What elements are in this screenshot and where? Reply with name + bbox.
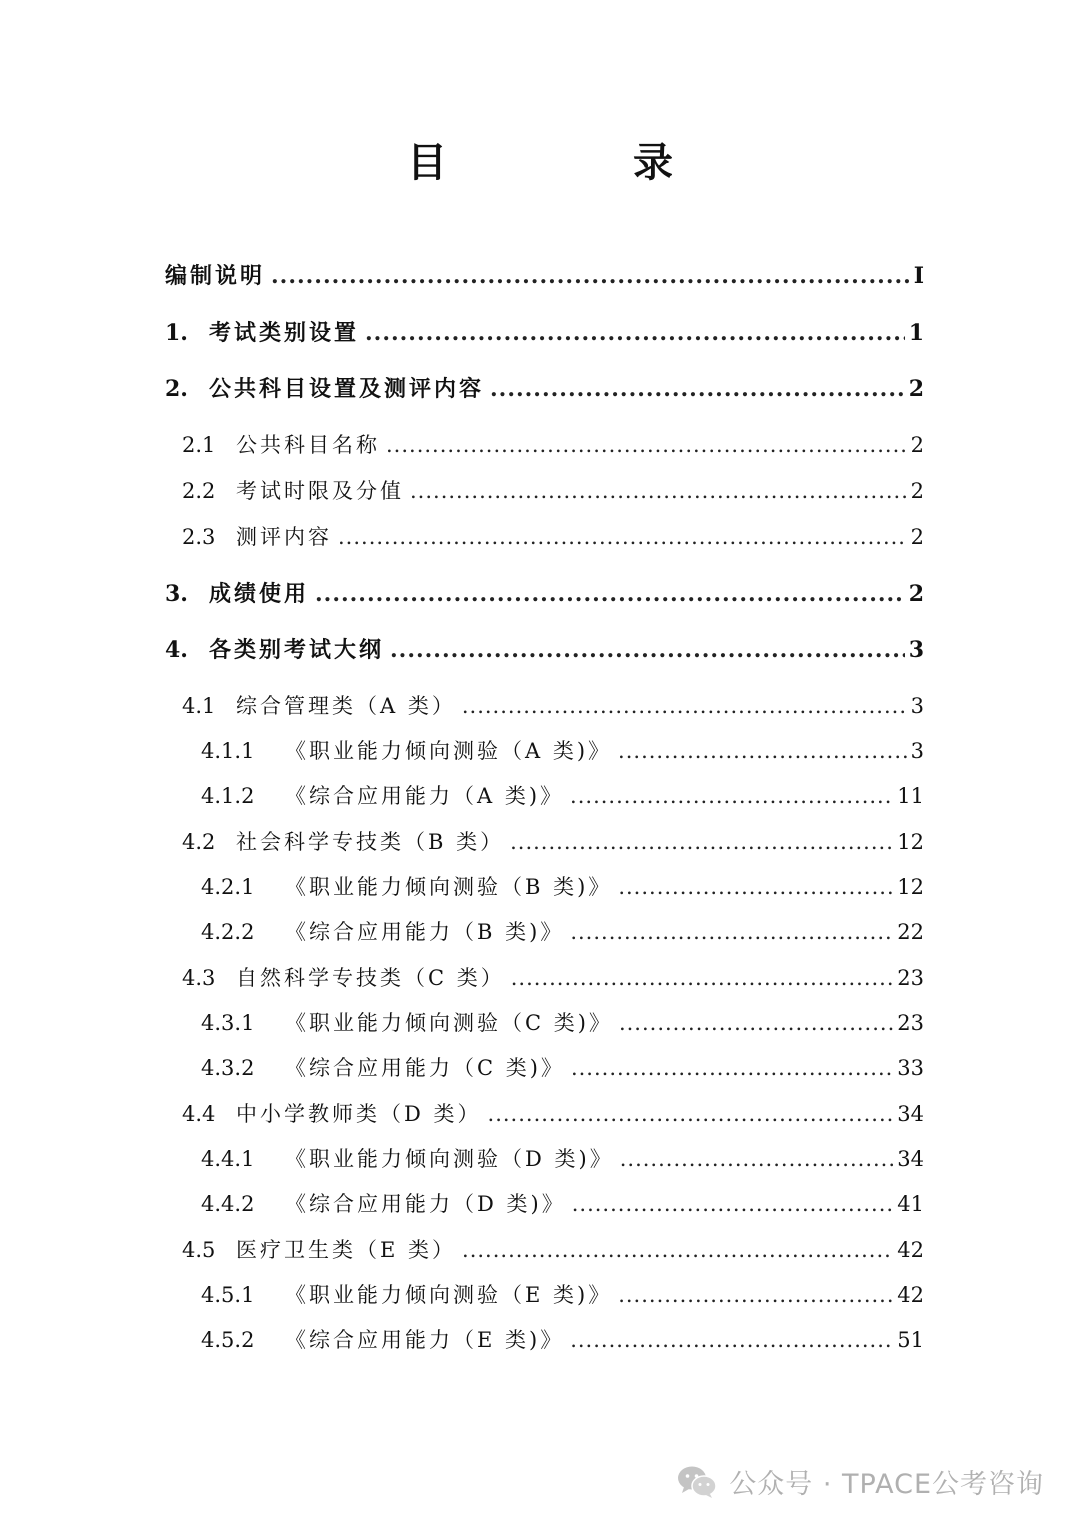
toc-entry-page: 34	[897, 1147, 924, 1171]
toc-entry[interactable]	[182, 822, 924, 862]
toc-entry[interactable]	[182, 517, 924, 557]
toc-entry-page: 42	[897, 1283, 924, 1307]
toc-entry-page: 3	[908, 637, 924, 663]
toc-dot-leader	[365, 313, 905, 353]
toc-dot-leader	[572, 1184, 894, 1224]
toc-dot-leader	[511, 958, 894, 998]
toc-entry-title: 《职业能力倾向测验（E 类)》	[285, 1283, 613, 1307]
toc-entry-page: 1	[908, 320, 924, 346]
toc-entry-page: 2	[908, 376, 924, 402]
toc-entry-page: 33	[897, 1056, 924, 1080]
toc-entry-title: 公共科目名称	[236, 433, 380, 457]
toc-entry-title: 考试类别设置	[209, 320, 360, 346]
toc-entry-page: 2	[910, 479, 924, 503]
toc-entry[interactable]	[165, 574, 924, 614]
wechat-icon	[677, 1465, 717, 1499]
toc-entry-number: 2.	[165, 376, 188, 402]
toc-entry-title: 社会科学专技类（B 类）	[236, 830, 505, 854]
toc-entry[interactable]	[165, 630, 924, 670]
toc-entry[interactable]	[201, 912, 924, 952]
toc-entry-title: 医疗卫生类（E 类）	[236, 1238, 457, 1262]
toc-entry-number: 2.2	[182, 479, 216, 503]
toc-entry-page: 23	[897, 1011, 924, 1035]
toc-entry-number: 4.1.2	[201, 784, 255, 808]
toc-entry[interactable]	[201, 1048, 924, 1088]
toc-entry-title: 各类别考试大纲	[209, 637, 385, 663]
page-title: 目 录	[407, 139, 759, 186]
toc-entry-number: 4.1.1	[201, 739, 255, 763]
toc-entry-number: 4.2.2	[201, 920, 255, 944]
toc-entry-number: 2.3	[182, 525, 216, 549]
toc-entry[interactable]	[201, 731, 924, 771]
toc-entry-number: 4.1	[182, 694, 216, 718]
toc-dot-leader	[618, 1275, 893, 1315]
toc-entry-title: 《综合应用能力（E 类)》	[285, 1328, 565, 1352]
toc-dot-leader	[338, 517, 907, 557]
toc-entry[interactable]	[182, 425, 924, 465]
toc-entry[interactable]	[201, 1275, 924, 1315]
toc-entry-title: 成绩使用	[209, 581, 310, 607]
toc-entry-number: 4.3.2	[201, 1056, 255, 1080]
toc-entry-page: 3	[910, 694, 924, 718]
toc-entry[interactable]	[165, 256, 924, 296]
watermark-text: 公众号 · TPACE公考咨询	[729, 1469, 1044, 1500]
toc-entry-title: 综合管理类（A 类）	[236, 694, 456, 718]
toc-entry-page: 41	[897, 1192, 924, 1216]
toc-entry-title: 《职业能力倾向测验（D 类)》	[285, 1147, 614, 1171]
toc-entry-title: 《综合应用能力（B 类)》	[285, 920, 565, 944]
toc-entry-title: 《职业能力倾向测验（B 类)》	[285, 875, 613, 899]
toc-entry-page: 22	[897, 920, 924, 944]
toc-dot-leader	[315, 574, 905, 614]
toc-entry-page: 2	[908, 581, 924, 607]
toc-entry-page: I	[913, 263, 924, 289]
toc-dot-leader	[618, 867, 893, 907]
toc-entry-title: 测评内容	[236, 525, 332, 549]
toc-entry-number: 4.4.2	[201, 1192, 255, 1216]
toc-entry-number: 4.3	[182, 966, 216, 990]
toc-entry-title: 中小学教师类（D 类）	[236, 1102, 482, 1126]
toc-dot-leader	[462, 686, 907, 726]
toc-entry[interactable]	[182, 1230, 924, 1270]
toc-entry[interactable]	[201, 1139, 924, 1179]
toc-entry-number: 4.5.2	[201, 1328, 255, 1352]
toc-entry-page: 2	[910, 433, 924, 457]
toc-entry[interactable]	[182, 1094, 924, 1134]
toc-dot-leader	[620, 1139, 894, 1179]
toc-dot-leader	[488, 1094, 894, 1134]
toc-dot-leader	[570, 912, 893, 952]
toc-entry[interactable]	[182, 958, 924, 998]
toc-entry-title: 自然科学专技类（C 类）	[236, 966, 505, 990]
toc-dot-leader	[271, 256, 910, 296]
toc-entry[interactable]	[182, 686, 924, 726]
toc-entry-title: 公共科目设置及测评内容	[209, 376, 485, 402]
watermark	[677, 1462, 1044, 1501]
toc-entry-page: 34	[897, 1102, 924, 1126]
toc-entry-number: 4.2	[182, 830, 216, 854]
toc-entry-page: 12	[897, 830, 924, 854]
toc-entry-title: 编制说明	[165, 263, 266, 289]
toc-entry-number: 1.	[165, 320, 188, 346]
toc-entry-title: 考试时限及分值	[236, 479, 404, 503]
toc-entry-page: 51	[897, 1328, 924, 1352]
toc-entry-number: 4.4	[182, 1102, 216, 1126]
toc-entry[interactable]	[201, 776, 924, 816]
toc-dot-leader	[410, 471, 907, 511]
toc-dot-leader	[570, 776, 893, 816]
toc-entry[interactable]	[165, 369, 924, 409]
toc-dot-leader	[390, 630, 905, 670]
toc-entry-number: 2.1	[182, 433, 216, 457]
toc-dot-leader	[619, 1003, 893, 1043]
toc-entry-number: 4.	[165, 637, 188, 663]
toc-entry-page: 42	[897, 1238, 924, 1262]
toc-entry-title: 《综合应用能力（A 类)》	[285, 784, 565, 808]
toc-dot-leader	[571, 1048, 893, 1088]
toc-dot-leader	[618, 731, 907, 771]
toc-entry[interactable]	[201, 1003, 924, 1043]
toc-entry-page: 11	[897, 784, 924, 808]
toc-entry-title: 《综合应用能力（C 类)》	[285, 1056, 565, 1080]
toc-entry[interactable]	[201, 1184, 924, 1224]
toc-entry-number: 4.3.1	[201, 1011, 255, 1035]
toc-entry[interactable]	[201, 867, 924, 907]
toc-entry-title: 《职业能力倾向测验（C 类)》	[285, 1011, 613, 1035]
toc-entry[interactable]	[165, 313, 924, 353]
toc-entry-title: 《综合应用能力（D 类)》	[285, 1192, 566, 1216]
toc-entry-page: 2	[910, 525, 924, 549]
toc-dot-leader	[462, 1230, 893, 1270]
toc-dot-leader	[386, 425, 907, 465]
toc-entry-number: 4.5.1	[201, 1283, 255, 1307]
toc-dot-leader	[570, 1320, 893, 1360]
toc-entry-number: 4.5	[182, 1238, 216, 1262]
toc-dot-leader	[490, 369, 905, 409]
toc-entry[interactable]	[182, 471, 924, 511]
toc-entry-number: 4.2.1	[201, 875, 255, 899]
toc-entry-number: 3.	[165, 581, 188, 607]
toc-dot-leader	[510, 822, 893, 862]
toc-entry-page: 23	[897, 966, 924, 990]
toc-entry-page: 3	[910, 739, 924, 763]
toc-entry-title: 《职业能力倾向测验（A 类)》	[285, 739, 613, 763]
toc-entry[interactable]	[201, 1320, 924, 1360]
toc-entry-page: 12	[897, 875, 924, 899]
toc-entry-number: 4.4.1	[201, 1147, 255, 1171]
